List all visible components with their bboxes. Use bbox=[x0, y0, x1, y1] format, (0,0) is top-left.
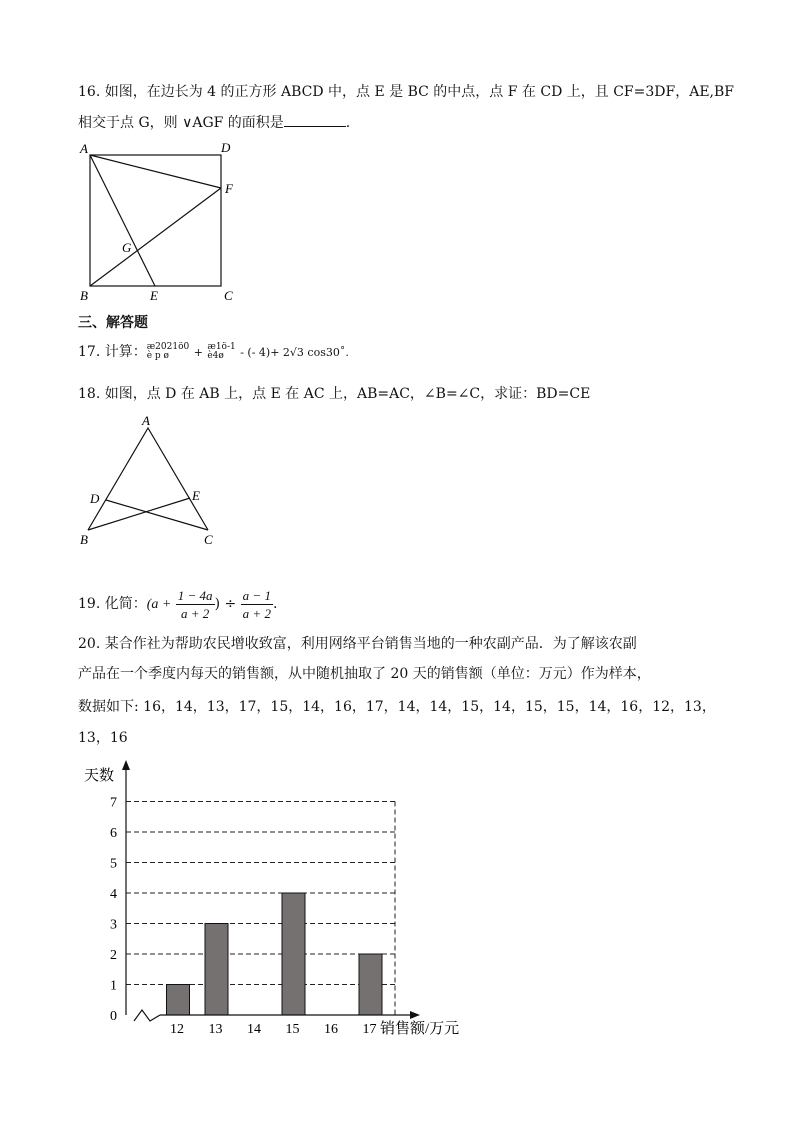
x-axis-arrow bbox=[410, 1011, 420, 1019]
label-d: D bbox=[221, 140, 231, 155]
y-tick-1: 1 bbox=[110, 978, 117, 994]
answer-blank[interactable] bbox=[284, 112, 346, 127]
q19-end: . bbox=[272, 596, 278, 612]
q18-text: 如图，点 D 在 AB 上，点 E 在 AC 上，AB=AC，∠B=∠C，求证：BD=CE bbox=[104, 386, 591, 402]
label-e2: E bbox=[192, 488, 200, 503]
x-tick-16: 16 bbox=[324, 1022, 338, 1037]
label-b2: B bbox=[80, 532, 88, 547]
q17-number: 17. bbox=[78, 344, 101, 360]
y-tick-6: 6 bbox=[110, 826, 117, 841]
q17-line bbox=[78, 342, 349, 363]
y-tick-3: 3 bbox=[110, 917, 117, 933]
label-g: G bbox=[122, 240, 132, 255]
grid-lines bbox=[126, 802, 395, 1016]
q17-g1-top: æ2021ö0 bbox=[146, 342, 190, 352]
segment-bf bbox=[90, 188, 221, 286]
q19-close-div: ) ÷ bbox=[214, 596, 237, 612]
label-f: F bbox=[225, 181, 233, 196]
x-tick-12: 12 bbox=[170, 1022, 184, 1037]
label-e: E bbox=[150, 288, 158, 303]
sales-bar-chart bbox=[80, 756, 500, 1046]
triangle-abc bbox=[88, 428, 208, 530]
y-tick-2: 2 bbox=[110, 948, 117, 963]
q20-line1 bbox=[78, 634, 637, 654]
q17-garbled-term2 bbox=[207, 343, 235, 361]
segment-de-bottom bbox=[88, 498, 190, 530]
q19-num1: 1 − 4a bbox=[177, 587, 213, 603]
q18-line bbox=[78, 384, 590, 404]
x-axis-break bbox=[134, 1010, 160, 1021]
label-b: B bbox=[80, 288, 88, 303]
q17-g1-bot: è p ø bbox=[146, 351, 169, 361]
q16-text-line2: 相交于点 G，则 ∨AGF 的面积是 bbox=[78, 115, 284, 131]
section-title: 三、解答题 bbox=[78, 315, 148, 331]
q19-den1: a + 2 bbox=[181, 605, 210, 621]
segment-ae bbox=[90, 155, 155, 286]
q17-prefix: 计算： bbox=[104, 344, 147, 360]
label-c2: C bbox=[204, 532, 213, 547]
bar-13 bbox=[205, 924, 228, 1016]
q19-prefix: 化简： bbox=[104, 596, 147, 612]
q16-period: . bbox=[345, 115, 351, 131]
q20-line2: 产品在一个季度内每天的销售额，从中随机抽取了 20 天的销售额（单位：万元）作为样本， bbox=[78, 666, 651, 682]
square-abcd bbox=[90, 155, 221, 286]
q17-g2-bot: è4ø bbox=[207, 351, 224, 361]
q20-line4: 13，16 bbox=[78, 730, 128, 746]
q17-g2-top: æ1ö-1 bbox=[207, 342, 236, 352]
q20-text-line1: 某合作社为帮助农民增收致富，利用网络平台销售当地的一种农副产品．为了解该农副 bbox=[104, 636, 637, 652]
x-tick-17: 17 bbox=[362, 1022, 377, 1037]
bar-17 bbox=[359, 954, 382, 1015]
segment-af bbox=[90, 155, 221, 188]
bar-15 bbox=[282, 893, 305, 1015]
q16-line1 bbox=[78, 82, 734, 102]
y-tick-4: 4 bbox=[110, 887, 117, 902]
q16-number: 16. bbox=[78, 84, 101, 100]
y-axis-label: 天数 bbox=[84, 768, 115, 784]
q16-line2 bbox=[78, 112, 350, 133]
label-a: A bbox=[80, 141, 88, 156]
label-c: C bbox=[224, 288, 233, 303]
bar-12 bbox=[167, 985, 190, 1016]
q16-text-line1: 如图，在边长为 4 的正方形 ABCD 中，点 E 是 BC 的中点，点 F 在 CD 上，且 CF=3DF，AE,BF bbox=[104, 84, 734, 100]
y-tick-5: 5 bbox=[110, 856, 117, 872]
x-tick-13: 13 bbox=[208, 1022, 223, 1037]
q19-open: (a + bbox=[146, 597, 172, 612]
y-tick-0: 0 bbox=[110, 1009, 117, 1024]
label-d2: D bbox=[90, 491, 100, 506]
q19-line bbox=[78, 584, 277, 625]
q20-number: 20. bbox=[78, 636, 101, 652]
q19-fraction-1 bbox=[176, 587, 215, 622]
q17-plus: + bbox=[193, 346, 203, 359]
q18-figure bbox=[76, 412, 226, 548]
q17-rest: - (- 4)+ 2√3 cos30˚. bbox=[240, 346, 349, 359]
y-axis-arrow bbox=[122, 760, 130, 770]
x-tick-14: 14 bbox=[247, 1022, 261, 1037]
q18-number: 18. bbox=[78, 386, 101, 402]
q19-num2: a − 1 bbox=[242, 587, 271, 603]
q19-number: 19. bbox=[78, 596, 101, 612]
q20-line3: 数据如下: 16，14，13，17，15，14，16，17，14，14，15，14，15，15，14，16，12，13， bbox=[78, 699, 716, 715]
label-a2: A bbox=[142, 413, 150, 428]
x-tick-15: 15 bbox=[285, 1022, 300, 1037]
q19-fraction-2 bbox=[241, 587, 273, 622]
x-axis-label: 销售额/万元 bbox=[380, 1021, 460, 1037]
q19-den2: a + 2 bbox=[242, 605, 271, 621]
q17-garbled-term1 bbox=[147, 343, 190, 361]
q16-figure bbox=[74, 138, 244, 308]
y-tick-7: 7 bbox=[110, 795, 117, 811]
